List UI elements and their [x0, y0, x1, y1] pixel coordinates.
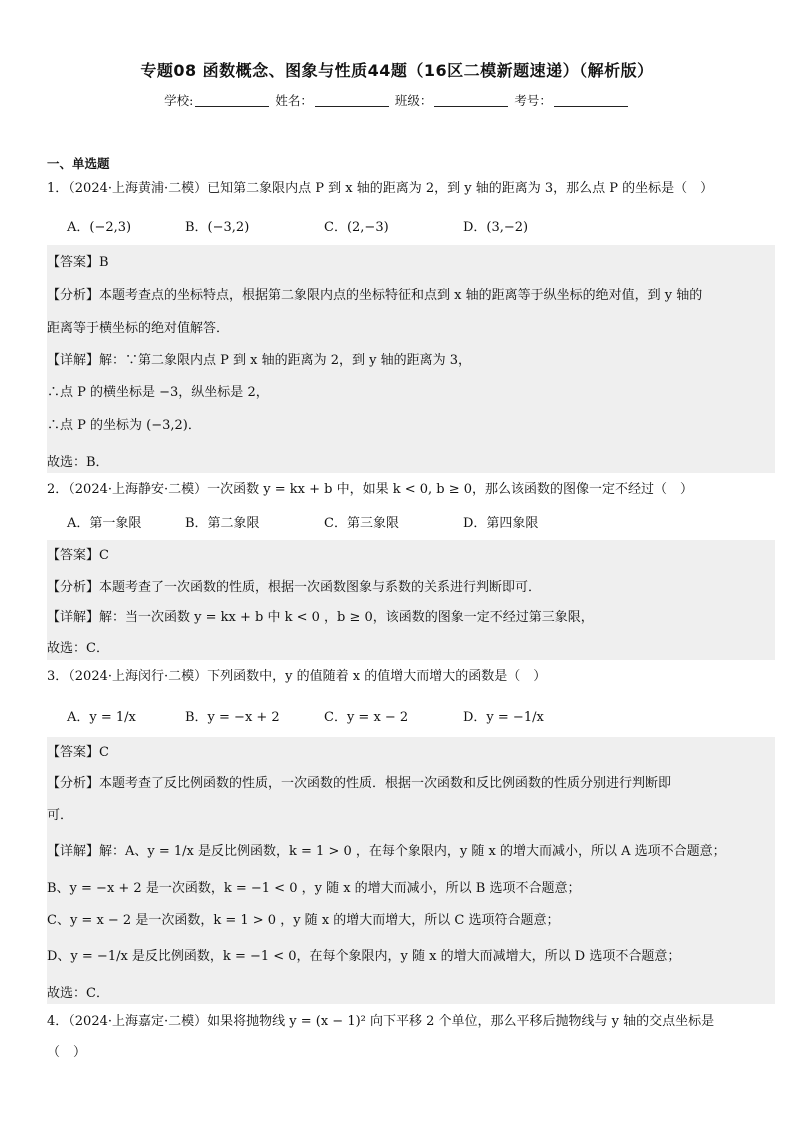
option-c: C．y = x − 2	[324, 710, 409, 725]
question-1-stem: 1．（2024·上海黄浦·二模）已知第二象限内点 P 到 x 轴的距离为 2，到 y 轴的距离为 3，那么点 P 的坐标是（ ）	[47, 181, 714, 196]
class-blank[interactable]	[434, 94, 508, 107]
question-1-solution	[47, 245, 775, 473]
question-2-solution	[47, 540, 775, 660]
question-4-stem-cont: （ ）	[47, 1045, 87, 1060]
option-b: B．第二象限	[185, 516, 260, 531]
analysis-line: 可．	[47, 808, 74, 823]
analysis-line: 【分析】本题考查了一次函数的性质，根据一次函数图象与系数的关系进行判断即可．	[47, 580, 542, 595]
question-3-solution	[47, 737, 775, 1004]
choice-line: 故选：C．	[47, 986, 109, 1001]
number-blank[interactable]	[554, 94, 628, 107]
detail-line: 【详解】解：A、y = 1/x 是反比例函数，k = 1 > 0 ，在每个象限内，y 随 x 的增大而减小，所以 A 选项不合题意；	[47, 844, 726, 859]
option-b: B．(−3,2)	[185, 220, 250, 235]
option-c: C．第三象限	[324, 516, 399, 531]
choice-line: 故选：B．	[47, 455, 109, 470]
option-a: A．第一象限	[67, 516, 142, 531]
analysis-line: 距离等于横坐标的绝对值解答．	[47, 321, 230, 336]
detail-line: C、y = x − 2 是一次函数，k = 1 > 0 ，y 随 x 的增大而增大，所以 C 选项符合题意；	[47, 913, 560, 928]
option-d: D．(3,−2)	[463, 220, 529, 235]
detail-line: D、y = −1/x 是反比例函数，k = −1 < 0，在每个象限内，y 随 x 的增大而减增大，所以 D 选项不合题意；	[47, 949, 681, 964]
detail-line: 【详解】解：当一次函数 y = kx + b 中 k < 0 ，b ≥ 0，该函数的图象一定不经过第三象限，	[47, 610, 594, 625]
answer: 【答案】C	[47, 745, 109, 760]
answer: 【答案】B	[47, 255, 109, 270]
school-blank[interactable]	[195, 94, 269, 107]
detail-line: ∴点 P 的横坐标是 −3，纵坐标是 2，	[47, 385, 269, 400]
question-3-stem: 3．（2024·上海闵行·二模）下列函数中，y 的值随着 x 的值增大而增大的函数是（ ）	[47, 669, 547, 684]
school-label: 学校:	[164, 93, 194, 108]
name-blank[interactable]	[315, 94, 389, 107]
number-label: 考号：	[514, 93, 552, 108]
name-label: 姓名：	[275, 93, 313, 108]
class-label: 班级：	[394, 93, 433, 108]
student-info-line	[0, 91, 794, 109]
option-a: A．(−2,3)	[67, 220, 132, 235]
analysis-line: 【分析】本题考查点的坐标特点，根据第二象限内点的坐标特征和点到 x 轴的距离等于纵坐标的绝对值，到 y 轴的	[47, 288, 703, 303]
question-2-stem: 2．（2024·上海静安·二模）一次函数 y = kx + b 中，如果 k < 0, b ≥ 0，那么该函数的图像一定不经过（ ）	[47, 482, 694, 497]
detail-line: ∴点 P 的坐标为 (−3,2)．	[47, 418, 201, 433]
option-d: D．y = −1/x	[463, 710, 544, 725]
detail-line: 【详解】解：∵第二象限内点 P 到 x 轴的距离为 2，到 y 轴的距离为 3，	[47, 353, 472, 368]
option-b: B．y = −x + 2	[185, 710, 280, 725]
question-4-stem: 4．（2024·上海嘉定·二模）如果将抛物线 y = (x − 1)² 向下平移 2 个单位，那么平移后抛物线与 y 轴的交点坐标是	[47, 1014, 715, 1029]
option-a: A．y = 1/x	[67, 710, 136, 725]
option-c: C．(2,−3)	[324, 220, 389, 235]
section-heading: 一、单选题	[47, 156, 110, 171]
option-d: D．第四象限	[463, 516, 539, 531]
answer: 【答案】C	[47, 548, 109, 563]
analysis-line: 【分析】本题考查了反比例函数的性质，一次函数的性质．根据一次函数和反比例函数的性质分别进行判断即	[47, 776, 672, 791]
document-title: 专题08 函数概念、图象与性质44题（16区二模新题速递）（解析版）	[140, 61, 654, 80]
choice-line: 故选：C．	[47, 641, 109, 656]
detail-line: B、y = −x + 2 是一次函数，k = −1 < 0 ，y 随 x 的增大而减小，所以 B 选项不合题意；	[47, 881, 581, 896]
